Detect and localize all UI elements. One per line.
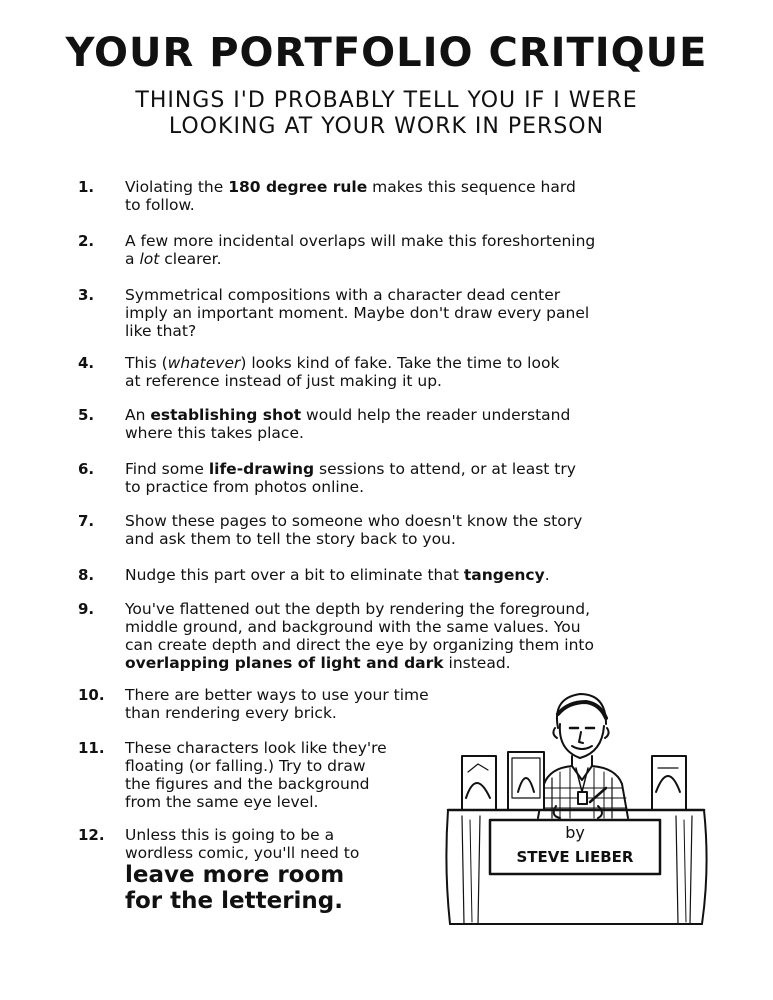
book-stand-2 [508, 752, 544, 810]
item-number: 7. [78, 512, 95, 530]
item-line: This (whatever) looks kind of fake. Take the time to look [125, 354, 560, 372]
item-line: There are better ways to use your time [125, 686, 429, 704]
item-line: to practice from photos online. [125, 478, 365, 496]
item-text [125, 566, 550, 584]
item-text [125, 739, 387, 811]
item-line: can create depth and direct the eye by organizing them into [125, 636, 594, 654]
item-text [125, 826, 359, 914]
book-stand-3 [652, 756, 686, 810]
item-number: 4. [78, 354, 95, 372]
item-number: 5. [78, 406, 95, 424]
item-number: 3. [78, 286, 95, 304]
item-line: A few more incidental overlaps will make this foreshortening [125, 232, 596, 250]
item-line: like that? [125, 322, 197, 340]
item-number: 11. [78, 739, 105, 757]
item-number: 2. [78, 232, 95, 250]
item-number: 1. [78, 178, 95, 196]
item-line: These characters look like they're [125, 739, 387, 757]
item-text [125, 460, 576, 496]
item-number: 6. [78, 460, 95, 478]
page-subtitle-line-1: THINGS I'D PROBABLY TELL YOU IF I WERE [135, 88, 638, 113]
book-stand-1 [462, 756, 496, 810]
artist-at-table-illustration [440, 688, 712, 928]
item-line: An establishing shot would help the reader understand [125, 406, 571, 424]
item-line: from the same eye level. [125, 793, 319, 811]
item-line: a lot clearer. [125, 250, 222, 268]
item-line: Symmetrical compositions with a character dead center [125, 286, 561, 304]
item-line: where this takes place. [125, 424, 304, 442]
item-line: wordless comic, you'll need to [125, 844, 360, 862]
item-text [125, 178, 576, 214]
item-line: overlapping planes of light and dark instead. [125, 654, 511, 672]
item-text [125, 512, 582, 548]
item-number: 12. [78, 826, 105, 844]
page-title: YOUR PORTFOLIO CRITIQUE [65, 30, 708, 76]
sign-artist-name: STEVE LIEBER [516, 848, 634, 866]
item-line: Nudge this part over a bit to eliminate that tangency. [125, 566, 550, 584]
item-text [125, 354, 559, 390]
item-text [125, 406, 570, 442]
item-line: than rendering every brick. [125, 704, 337, 722]
item-text [125, 232, 595, 268]
sign-by-label: by [565, 823, 585, 842]
item-text [125, 600, 594, 672]
item-line: floating (or falling.) Try to draw [125, 757, 366, 775]
artist-head [553, 694, 608, 758]
item-number: 10. [78, 686, 105, 704]
item-line: imply an important moment. Maybe don't draw every panel [125, 304, 590, 322]
item-emphasis-line: for the lettering. [125, 888, 344, 914]
item-line: You've flattened out the depth by rendering the foreground, [125, 600, 591, 618]
item-line: Violating the 180 degree rule makes this sequence hard [125, 178, 576, 196]
item-line: to follow. [125, 196, 195, 214]
item-line: Show these pages to someone who doesn't know the story [125, 512, 583, 530]
item-line: Unless this is going to be a [125, 826, 335, 844]
item-text [125, 686, 429, 722]
item-line: and ask them to tell the story back to you. [125, 530, 456, 548]
item-line: Find some life-drawing sessions to attend, or at least try [125, 460, 576, 478]
item-line: at reference instead of just making it up. [125, 372, 442, 390]
item-line: middle ground, and background with the same values. You [125, 618, 581, 636]
item-emphasis-line: leave more room [125, 862, 345, 888]
item-number: 8. [78, 566, 95, 584]
artist-body [538, 756, 628, 818]
item-line: the figures and the background [125, 775, 370, 793]
page-subtitle-line-2: LOOKING AT YOUR WORK IN PERSON [168, 114, 605, 139]
item-number: 9. [78, 600, 95, 618]
item-text [125, 286, 589, 340]
